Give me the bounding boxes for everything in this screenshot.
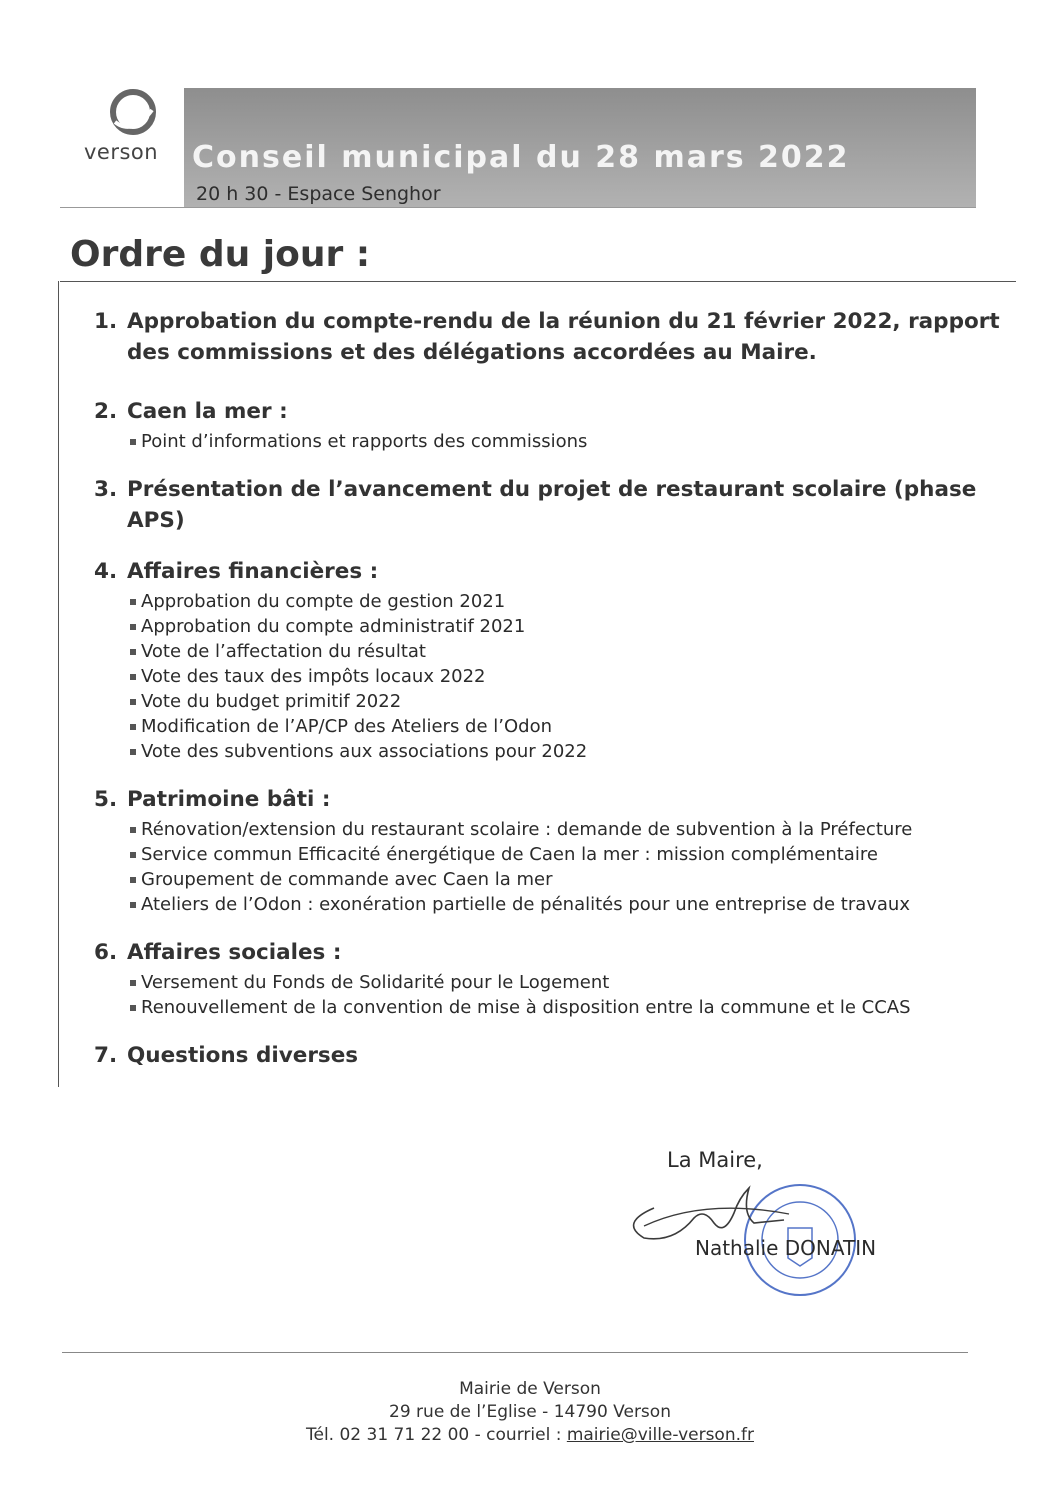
agenda-list bbox=[94, 306, 1034, 1071]
agenda-item-title: Patrimoine bâti : bbox=[127, 787, 331, 812]
list-item: Groupement de commande avec Caen la mer bbox=[130, 867, 1034, 892]
agenda-item-number: 7. bbox=[94, 1043, 118, 1068]
list-item: Approbation du compte de gestion 2021 bbox=[130, 589, 1034, 614]
email-link[interactable]: mairie@ville-verson.fr bbox=[566, 1425, 754, 1445]
agenda-item-number: 3. bbox=[94, 477, 118, 502]
list-item: Service commun Efficacité énergétique de Caen la mer : mission complémentaire bbox=[130, 842, 1034, 867]
list-item: Approbation du compte administratif 2021 bbox=[130, 614, 1034, 639]
list-item: Vote du budget primitif 2022 bbox=[130, 689, 1034, 714]
signatory-name: Nathalie DONATIN bbox=[695, 1236, 877, 1260]
agenda-item-title: Caen la mer : bbox=[127, 399, 288, 424]
bullet-icon bbox=[130, 749, 136, 755]
bullet-icon bbox=[130, 599, 136, 605]
agenda-item-5 bbox=[94, 784, 1034, 917]
footer-divider bbox=[62, 1352, 968, 1353]
agenda-item-4 bbox=[94, 556, 1034, 764]
list-item: Point d’informations et rapports des commissions bbox=[130, 429, 1034, 454]
agenda-item-title: Présentation de l’avancement du projet de restaurant scolaire (phase APS) bbox=[127, 477, 977, 533]
bullet-icon bbox=[130, 827, 136, 833]
bullet-icon bbox=[130, 1005, 136, 1011]
list-item: Rénovation/extension du restaurant scolaire : demande de subvention à la Préfecture bbox=[130, 817, 1034, 842]
agenda-item-title: Affaires sociales : bbox=[127, 940, 342, 965]
agenda-heading: Ordre du jour : bbox=[70, 234, 371, 275]
footer-address: 29 rue de l’Eglise - 14790 Verson bbox=[389, 1402, 671, 1422]
agenda-item-2 bbox=[94, 396, 1034, 454]
footer-contact bbox=[200, 1424, 860, 1447]
agenda-item-number: 6. bbox=[94, 940, 118, 965]
bullet-icon bbox=[130, 724, 136, 730]
bullet-icon bbox=[130, 902, 136, 908]
list-item: Ateliers de l’Odon : exonération partielle de pénalités pour une entreprise de travaux bbox=[130, 892, 1034, 917]
bullet-icon bbox=[130, 980, 136, 986]
footer-phone: Tél. 02 31 71 22 00 - courriel : bbox=[305, 1425, 567, 1445]
agenda-item-number: 4. bbox=[94, 559, 118, 584]
bullet-icon bbox=[130, 699, 136, 705]
agenda-item-title: Approbation du compte-rendu de la réunion du 21 février 2022, rapport des commissions et des délégations accordées au Maire. bbox=[127, 309, 1000, 365]
bullet-icon bbox=[130, 674, 136, 680]
agenda-item-1 bbox=[94, 306, 1034, 368]
agenda-margin-line bbox=[58, 281, 59, 1087]
agenda-item-number: 2. bbox=[94, 399, 118, 424]
list-item: Modification de l’AP/CP des Ateliers de l’Odon bbox=[130, 714, 1034, 739]
agenda-item-6 bbox=[94, 937, 1034, 1020]
list-item: Vote de l’affectation du résultat bbox=[130, 639, 1034, 664]
agenda-item-7 bbox=[94, 1040, 1034, 1071]
footer bbox=[200, 1378, 860, 1447]
footer-org: Mairie de Verson bbox=[459, 1379, 601, 1399]
list-item: Versement du Fonds de Solidarité pour le Logement bbox=[130, 970, 1034, 995]
agenda-item-number: 1. bbox=[94, 309, 118, 334]
list-item: Vote des taux des impôts locaux 2022 bbox=[130, 664, 1034, 689]
page-title: Conseil municipal du 28 mars 2022 bbox=[192, 140, 850, 175]
agenda-divider bbox=[60, 281, 1016, 282]
signature-label: La Maire, bbox=[667, 1148, 763, 1172]
agenda-item-number: 5. bbox=[94, 787, 118, 812]
list-item: Renouvellement de la convention de mise à disposition entre la commune et le CCAS bbox=[130, 995, 1034, 1020]
page-subtitle: 20 h 30 - Espace Senghor bbox=[196, 183, 441, 205]
header-divider bbox=[60, 207, 976, 208]
bullet-icon bbox=[130, 649, 136, 655]
bullet-icon bbox=[130, 624, 136, 630]
agenda-item-title: Affaires financières : bbox=[127, 559, 379, 584]
bullet-icon bbox=[130, 852, 136, 858]
list-item: Vote des subventions aux associations pour 2022 bbox=[130, 739, 1034, 764]
agenda-item-3 bbox=[94, 474, 1034, 536]
agenda-item-title: Questions diverses bbox=[127, 1043, 359, 1068]
logo-text: verson bbox=[84, 140, 159, 164]
bullet-icon bbox=[130, 439, 136, 445]
bullet-icon bbox=[130, 877, 136, 883]
